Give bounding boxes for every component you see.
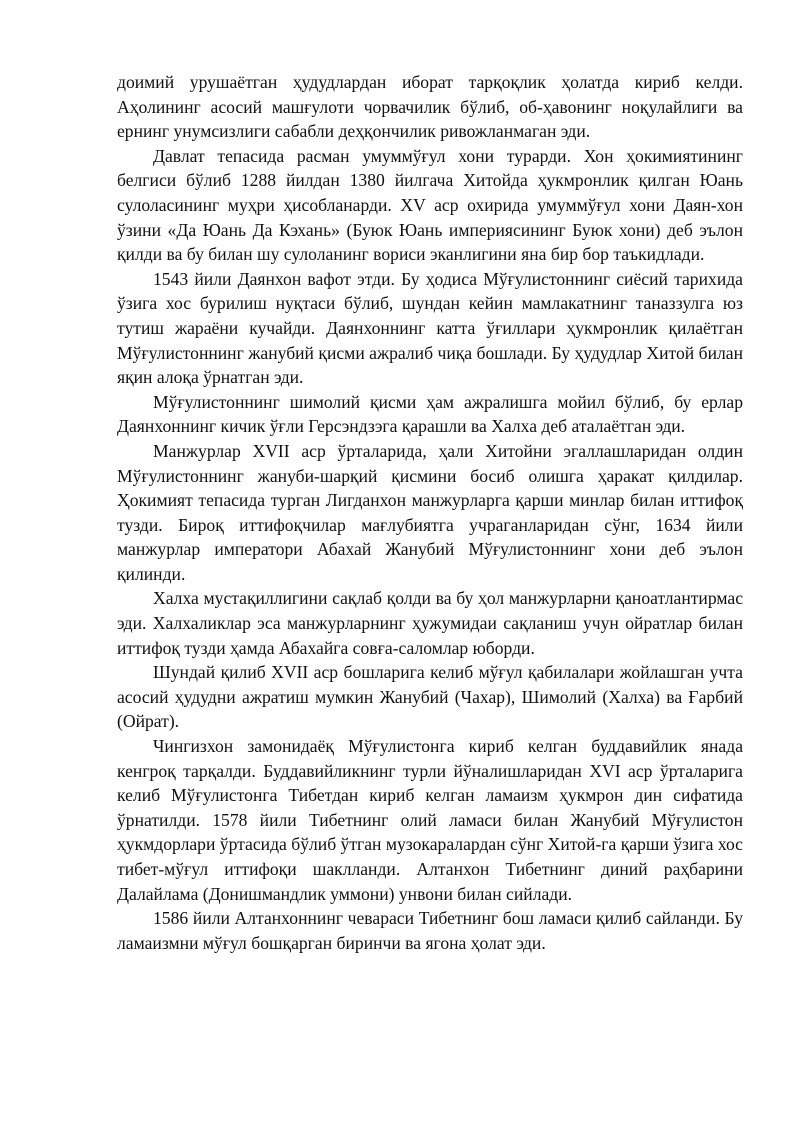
paragraph-continuation: доимий урушаётган ҳудудлардан иборат тарқоқлик ҳолатда кириб келди. Аҳолининг асосий машғулоти чорвачилик бўлиб, об-ҳавонинг ноқулайлиги ва ернинг унумсизлиги сабабли деҳқончилик ривожланмаган эди. bbox=[117, 72, 743, 142]
paragraph-northern-part: Мўғулистоннинг шимолий қисми ҳам ажралишга мойил бўлиб, бу ерлар Даянхоннинг кичик ўғли Герсэндзэга қарашли ва Халха деб аталаётган эди. bbox=[117, 391, 743, 437]
paragraph-buddhism: Чингизхон замонидаёқ Мўғулистонга кириб келган буддавийлик янада кенгроқ тарқалди. Буддавийликнинг турли йўналишларидан XVI аср ўрталарига келиб Мўғулистонга Тибетдан кириб келган ламаизм ҳукмрон дин сифатида ўрнатилди. 1578 йили Тибетнинг олий ламаси билан Жанубий Мўғулистон ҳукмдорлари ўртасида бўлиб ўтган музокаралардан сўнг Хитой-га қарши ўзига хос тибет-мўғул иттифоқи шаклланди. Алтанхон Тибетнинг диний раҳбарини Далайлама (Донишмандлик уммони) унвони билан сийлади. bbox=[117, 736, 743, 904]
paragraph-khalkha: Халха мустақиллигини сақлаб қолди ва бу ҳол манжурларни қаноатлантирмас эди. Халхаликлар эса манжурларнинг ҳужумидаи сақланиш учун ойратлар билан иттифоқ тузди ҳамда Абахайга совға-саломлар юборди. bbox=[117, 588, 743, 658]
paragraph-lamaism: 1586 йили Алтанхоннинг чевараси Тибетнинг бош ламаси қилиб сайланди. Бу ламаизмни мўғул бошқарган биринчи ва ягона ҳолат эди. bbox=[117, 908, 743, 953]
paragraph-manchus: Манжурлар XVII аср ўрталарида, ҳали Хитойни эгаллашларидан олдин Мўғулистоннинг жануби-шарқий қисмини босиб олишга ҳаракат қилдилар. Ҳокимият тепасида турган Лигданхон манжурларга қарши минлар билан иттифоқ тузди. Бироқ иттифоқчилар мағлубиятга учраганларидан сўнг, 1634 йили манжурлар императори Абахай Жанубий Мўғулистоннинг хони деб эълон қилинди. bbox=[117, 440, 743, 584]
paragraph-yuan-dynasty: Давлат тепасида расман умуммўғул хони турарди. Хон ҳокимиятининг белгиси бўлиб 1288 йилдан 1380 йилгача Хитойда ҳукмронлик қилган Юань сулоласининг муҳри ҳисобланарди. XV аср охирида умуммўғул хони Даян-хон ўзини «Да Юань Да Кэхань» (Буюк Юань империясининг Буюк хони) деб эълон қилди ва бу билан шу сулоланинг вориси эканлигини яна бир бор таъкидлади. bbox=[117, 145, 743, 265]
paragraph-three-regions: Шундай қилиб XVII аср бошларига келиб мўғул қабилалари жойлашган учта асосий ҳудудни ажратиш мумкин Жанубий (Чахар), Шимолий (Халха) ва Ғарбий (Ойрат). bbox=[117, 662, 743, 732]
paragraph-dayan-khan-death: 1543 йили Даянхон вафот этди. Бу ҳодиса Мўғулистоннинг сиёсий тарихида ўзига хос бурилиш нуқтаси бўлиб, шундан кейин мамлакатнинг таназзулга юз тутиш жараёни кучайди. Даянхоннинг катта ўғиллари ҳукмронлик қилаётган Мўғулистоннинг жанубий қисми ажралиб чиқа бошлади. Бу ҳудудлар Хитой билан яқин алоқа ўрнатган эди. bbox=[117, 268, 743, 388]
document-page bbox=[117, 70, 743, 955]
